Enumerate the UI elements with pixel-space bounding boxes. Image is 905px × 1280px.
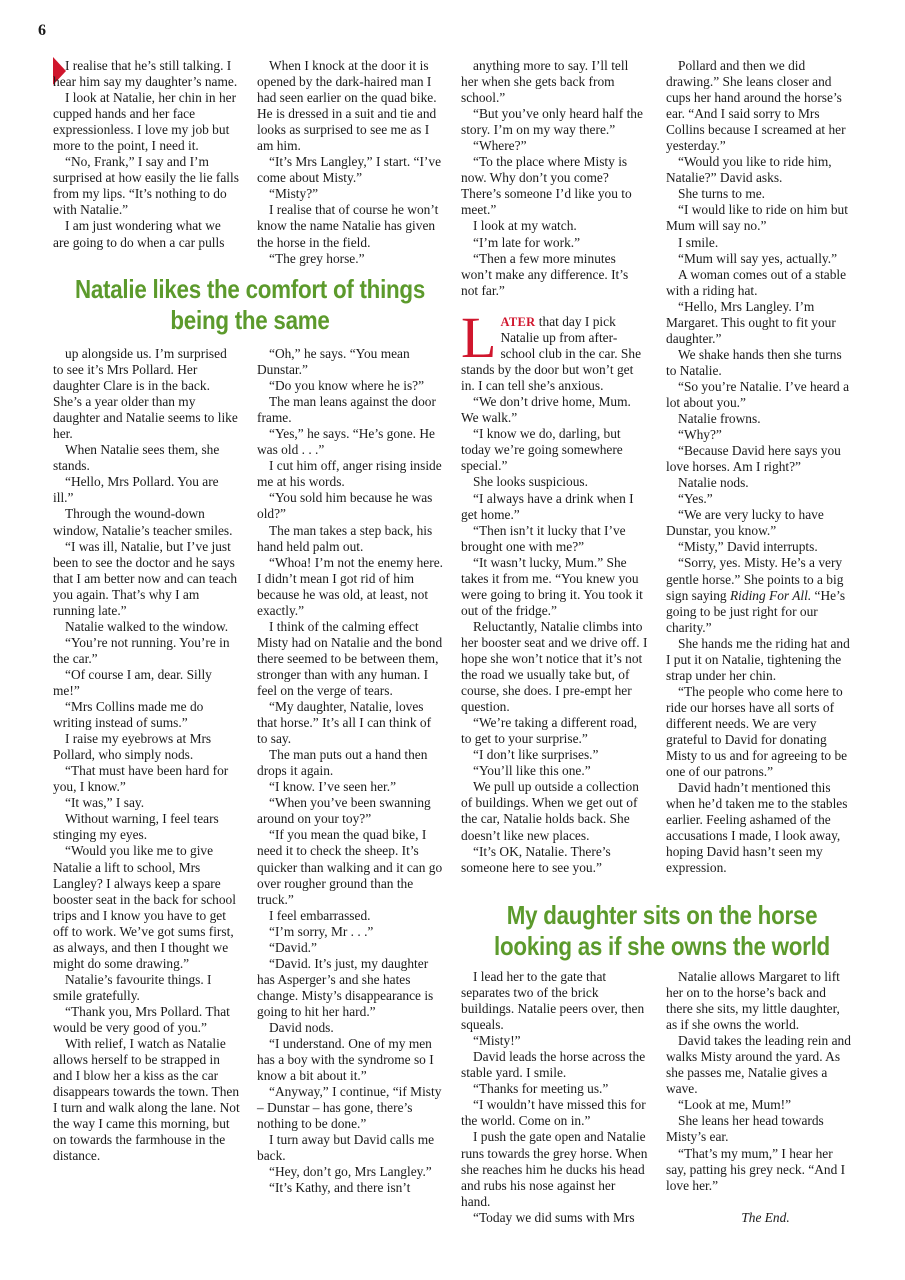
paragraph: “Do you know where he is?” <box>269 378 425 394</box>
paragraph: She turns to me. <box>678 186 766 202</box>
paragraph: “Hello, Mrs Langley. I’m Margaret. This ought to fit your daughter.” <box>666 298 836 346</box>
paragraph: “Why?” <box>678 427 722 443</box>
sign-paragraph <box>666 555 853 635</box>
paragraph: Natalie nods. <box>678 475 749 491</box>
paragraph: “You’ll like this one.” <box>473 763 591 779</box>
paragraph: “We don’t drive home, Mum. We walk.” <box>461 394 631 426</box>
paragraph: “Look at me, Mum!” <box>678 1097 792 1113</box>
column-3-middle <box>461 305 648 876</box>
column-2-top <box>257 58 444 267</box>
paragraph: “Mrs Collins made me do writing instead of sums.” <box>53 699 204 731</box>
paragraph: “But you’ve only heard half the story. I’m on my way there.” <box>461 106 643 138</box>
paragraph: I smile. <box>678 234 719 250</box>
paragraph: The man puts out a hand then drops it again. <box>257 747 428 779</box>
paragraph: “David. It’s just, my daughter has Asperger’s and she hates change. Misty’s disappearance is going to hit her hard.” <box>257 955 434 1019</box>
paragraph: I lead her to the gate that separates two of the brick buildings. Natalie peers over, then squeals. <box>461 969 645 1033</box>
paragraph: She leans her head towards Misty’s ear. <box>666 1113 824 1145</box>
column-4-top <box>666 58 853 876</box>
paragraph: I push the gate open and Natalie runs towards the grey horse. When she reaches him he ducks his head and rubs his nose against her hand. <box>461 1129 648 1209</box>
paragraph: David takes the leading rein and walks Misty around the yard. As she passes me, Natalie gives a wave. <box>666 1033 851 1097</box>
paragraph: “Then a few more minutes won’t make any difference. It’s not far.” <box>461 250 629 298</box>
column-4-bottom <box>666 969 853 1226</box>
column-3-middle-paragraphs <box>461 394 648 875</box>
paragraph: She hands me the riding hat and I put it on Natalie, tightening the strap under her chin. <box>666 635 850 683</box>
column-1-bottom <box>53 346 240 1164</box>
paragraph: “The grey horse.” <box>269 250 365 266</box>
paragraph: “It’s Mrs Langley,” I start. “I’ve come about Misty.” <box>257 154 442 186</box>
paragraph: “Misty?” <box>269 186 319 202</box>
paragraph: “You’re not running. You’re in the car.” <box>53 634 230 666</box>
paragraph: Natalie walked to the window. <box>65 618 229 634</box>
paragraph: “To the place where Misty is now. Why don’t you come? There’s someone I’d like you to meet.” <box>461 154 632 218</box>
paragraph: “Misty,” David interrupts. <box>678 539 818 555</box>
column-3-top <box>461 58 648 299</box>
paragraph: Natalie allows Margaret to lift her on to the horse’s back and there she sits, my little daughter, as if she owns the world. <box>666 969 840 1033</box>
paragraph: “I know. I’ve seen her.” <box>269 779 397 795</box>
paragraph: “Then isn’t it lucky that I’ve brought one with me?” <box>461 522 626 554</box>
paragraph: “That must have been hard for you, I know.” <box>53 763 229 795</box>
paragraph: up alongside us. I’m surprised to see it’s Mrs Pollard. Her daughter Clare is in the back. She’s a year older than my daughter and Natalie seems to like her. <box>53 346 238 442</box>
paragraph: “Thanks for meeting us.” <box>473 1081 609 1097</box>
paragraph: The man leans against the door frame. <box>257 394 436 426</box>
paragraph: “Where?” <box>473 138 527 154</box>
paragraph: Natalie frowns. <box>678 411 761 427</box>
paragraph: Pollard and then we did drawing.” She leans closer and cups her hand around the horse’s ear. “And I said sorry to Mrs Collins because I screamed at her yesterday.” <box>666 58 846 154</box>
paragraph: “We’re taking a different road, to get to your surprise.” <box>461 715 638 747</box>
small-caps-lead: ATER <box>500 315 536 329</box>
paragraph: I think of the calming effect Misty had on Natalie and the bond there seemed to be between them, stronger than with any human. I feel on the verge of tears. <box>257 618 443 698</box>
paragraph: “No, Frank,” I say and I’m surprised at how easily the lie falls from my lips. “It’s nothing to do with Natalie.” <box>53 154 239 218</box>
paragraph: “It wasn’t lucky, Mum.” She takes it from me. “You knew you were going to bring it. You took it out of the fridge.” <box>461 554 643 618</box>
paragraph: “It was,” I say. <box>65 795 145 811</box>
section-opening-paragraph <box>461 305 648 394</box>
paragraph: I turn away but David calls me back. <box>257 1132 435 1164</box>
paragraph: “I’m sorry, Mr . . .” <box>269 923 374 939</box>
paragraph: David hadn’t mentioned this when he’d taken me to the stables earlier. Feeling ashamed of the accusations I made, I look away, hoping David hasn’t seen my expression. <box>666 780 848 876</box>
paragraph: With relief, I watch as Natalie allows herself to be strapped in and I blow her a kiss as the car disappears towards the town. Then I turn and walk along the lane. Not the way I came this morning, but on towards the farmhouse in the distance. <box>53 1036 240 1164</box>
paragraph: When I knock at the door it is opened by the dark-haired man I had seen earlier on the quad bike. He is dressed in a suit and tie and looks as surprised to see me as I am him. <box>257 58 437 154</box>
paragraph: “I understand. One of my men has a boy with the syndrome so I know a bit about it.” <box>257 1036 434 1084</box>
paragraph: “That’s my mum,” I hear her say, patting his grey neck. “And I love her.” <box>666 1145 846 1193</box>
column-1-top <box>53 58 240 251</box>
paragraph: Without warning, I feel tears stinging my eyes. <box>53 811 219 843</box>
paragraph: “Would you like to ride him, Natalie?” David asks. <box>666 154 832 186</box>
paragraph: “We are very lucky to have Dunstar, you know.” <box>666 507 824 539</box>
paragraph: She looks suspicious. <box>473 474 588 490</box>
paragraph: “If you mean the quad bike, I need it to check the sheep. It’s quicker than walking and it can go over rougher ground than the truck.” <box>257 827 443 907</box>
paragraph: Reluctantly, Natalie climbs into her booster seat and we drive off. I hope she won’t notice that it’s not the road we usually take but, of course, she does. I pre-empt her question. <box>461 618 648 715</box>
paragraph: “I’m late for work.” <box>473 234 581 250</box>
paragraph: “Would you like me to give Natalie a lift to school, Mrs Langley? I always keep a spare booster seat in the back for school trips and I know you have to get off to work. We’ve got sums first, as always, and then I thought we might do some drawing.” <box>53 843 236 971</box>
paragraph: “Oh,” he says. “You mean Dunstar.” <box>257 346 410 378</box>
paragraph: “Of course I am, dear. Silly me!” <box>53 666 212 698</box>
sign-text-italic: Riding For All. <box>729 587 812 603</box>
paragraph: “When you’ve been swanning around on your toy?” <box>257 795 431 827</box>
pull-quote-1: Natalie likes the comfort of things being the same <box>74 274 426 335</box>
the-end: The End. <box>741 1209 790 1225</box>
paragraph: anything more to say. I’ll tell her when she gets back from school.” <box>461 58 629 106</box>
page-number: 6 <box>38 22 46 39</box>
column-2-bottom <box>257 346 444 1196</box>
column-4-bottom-paragraphs <box>666 969 853 1194</box>
paragraph: “Today we did sums with Mrs <box>473 1209 635 1225</box>
paragraph: I raise my eyebrows at Mrs Pollard, who simply nods. <box>53 731 212 763</box>
paragraph: “I don’t like surprises.” <box>473 747 599 763</box>
paragraph: The man takes a step back, his hand held palm out. <box>257 522 433 554</box>
paragraph: Natalie’s favourite things. I smile gratefully. <box>53 971 212 1003</box>
paragraph: Through the wound-down window, Natalie’s teacher smiles. <box>53 506 233 538</box>
pull-quote-2: My daughter sits on the horse looking as if she owns the world <box>494 900 830 961</box>
paragraph: “I would like to ride on him but Mum will say no.” <box>666 202 848 234</box>
paragraph: A woman comes out of a stable with a riding hat. <box>666 266 847 298</box>
paragraph: “David.” <box>269 939 317 955</box>
paragraph: I feel embarrassed. <box>269 907 371 923</box>
paragraph: “I always have a drink when I get home.” <box>461 490 634 522</box>
drop-cap: L <box>461 305 497 370</box>
paragraph: “I was ill, Natalie, but I’ve just been to see the doctor and he says that I am better now and can teach you again. That’s why I am running late.” <box>53 538 238 618</box>
paragraph: I look at my watch. <box>473 218 577 234</box>
opening-text: that day I pick Natalie up from after-school club in the car. She stands by the door but won’t get in. I can tell she’s anxious. <box>461 314 642 394</box>
paragraph: “Thank you, Mrs Pollard. That would be very good of you.” <box>53 1003 230 1035</box>
paragraph: “It’s Kathy, and there isn’t <box>269 1180 411 1196</box>
paragraph: “Mum will say yes, actually.” <box>678 250 838 266</box>
paragraph: When Natalie sees them, she stands. <box>53 442 220 474</box>
sign-text-after: “He’s going to be just right for our charity.” <box>666 587 846 635</box>
paragraph: We shake hands then she turns to Natalie. <box>666 346 842 378</box>
paragraph: “You sold him because he was old?” <box>257 490 433 522</box>
paragraph: “Misty!” <box>473 1033 521 1049</box>
paragraph: “So you’re Natalie. I’ve heard a lot about you.” <box>666 378 850 410</box>
paragraph: We pull up outside a collection of buildings. When we get out of the car, Natalie holds back. She doesn’t like new places. <box>461 779 639 843</box>
paragraph: I realise that of course he won’t know the name Natalie has given the horse in the field. <box>257 202 439 250</box>
paragraph: “Yes.” <box>678 491 713 507</box>
paragraph: “Yes,” he says. “He’s gone. He was old . . .” <box>257 426 435 458</box>
paragraph: “Hello, Mrs Pollard. You are ill.” <box>53 474 219 506</box>
paragraph: “Whoa! I’m not the enemy here. I didn’t mean I got rid of him because he was old, at least, not exactly.” <box>257 554 443 618</box>
paragraph: “Hey, don’t go, Mrs Langley.” <box>269 1164 432 1180</box>
paragraph: I am just wondering what we are going to do when a car pulls <box>53 218 225 250</box>
paragraph: David nods. <box>269 1019 334 1035</box>
column-4-top-rest <box>666 636 853 877</box>
paragraph: “It’s OK, Natalie. There’s someone here to see you.” <box>461 843 611 875</box>
paragraph: “Anyway,” I continue, “if Misty – Dunstar – has gone, there’s nothing to be done.” <box>257 1084 442 1132</box>
column-3-bottom <box>461 969 648 1226</box>
paragraph: I cut him off, anger rising inside me at his words. <box>257 458 442 490</box>
column-4-top-paragraphs <box>666 58 853 555</box>
paragraph: David leads the horse across the stable yard. I smile. <box>461 1049 646 1081</box>
paragraph: “I know we do, darling, but today we’re going somewhere special.” <box>461 426 623 474</box>
paragraph: I look at Natalie, her chin in her cupped hands and her face expressionless. I love my job but more to the point, I need it. <box>53 90 237 154</box>
paragraph: “Because David here says you love horses. Am I right?” <box>666 443 841 475</box>
sign-text-before: “Sorry, yes. Misty. He’s a very gentle horse.” She points to a big sign saying <box>666 555 844 603</box>
paragraph: I realise that he’s still talking. I hear him say my daughter’s name. <box>53 58 238 90</box>
paragraph: “I wouldn’t have missed this for the world. Come on in.” <box>461 1097 646 1129</box>
paragraph: “My daughter, Natalie, loves that horse.” It’s all I can think of to say. <box>257 699 432 747</box>
paragraph: “The people who come here to ride our horses have all sorts of different needs. We are very grateful to David for donating Misty to us and for agreeing to be one of our patrons.” <box>666 683 848 780</box>
